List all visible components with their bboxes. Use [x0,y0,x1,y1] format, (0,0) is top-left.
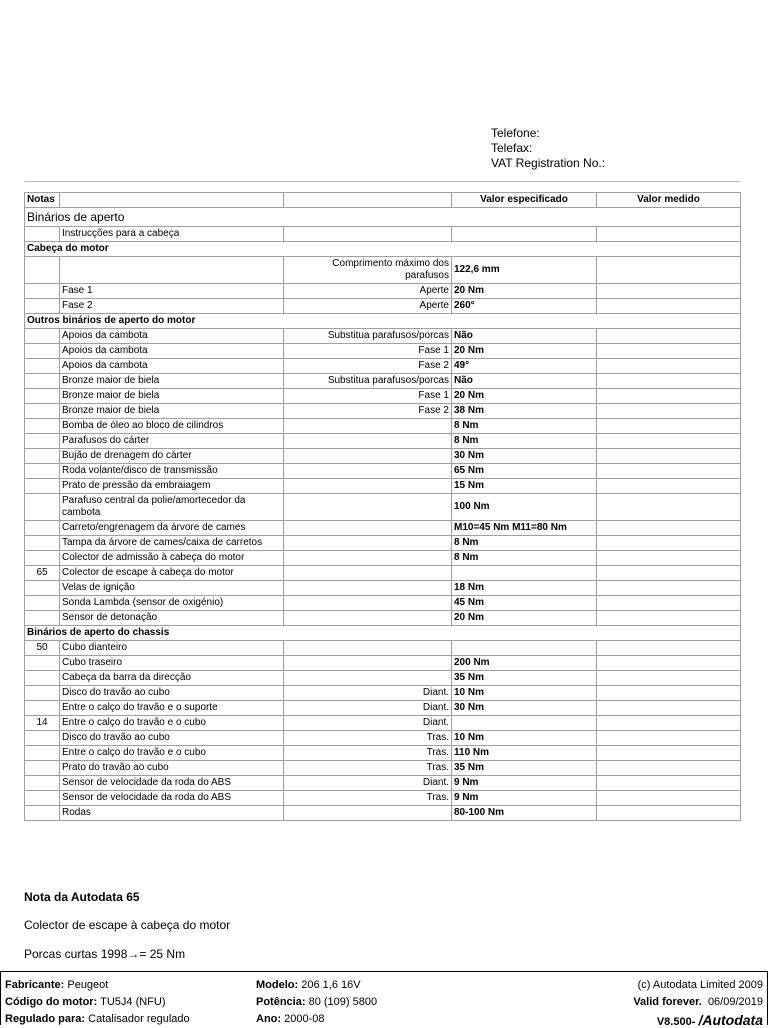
measured-cell [597,536,741,551]
condition-cell [284,536,452,551]
measured-cell [597,596,741,611]
table-row [25,449,741,464]
measured-cell [597,257,741,284]
note-cell: 14 [25,716,60,731]
condition-cell: Diant. [284,701,452,716]
value-cell: 38 Nm [452,404,597,419]
footer-version: V8.500- /Autodata [656,1012,763,1028]
condition-cell [284,419,452,434]
table-row [25,611,741,626]
item-cell: Parafusos do cárter [60,434,284,449]
table-row [25,701,741,716]
note-cell: 50 [25,641,60,656]
measured-cell [597,284,741,299]
table-row [25,464,741,479]
value-cell [452,566,597,581]
condition-cell [284,671,452,686]
note-cell [25,494,60,521]
section-row [25,314,741,329]
footer-manufacturer: Fabricante: Peugeot [5,979,109,991]
specified-header: Valor especificado [452,193,597,208]
section-label: Outros binários de aperto do motor [25,314,741,329]
condition-cell: Diant. [284,686,452,701]
table-row [25,731,741,746]
note-cell [25,671,60,686]
note-cell [25,299,60,314]
item-cell: Roda volante/disco de transmissão [60,464,284,479]
condition-cell [284,479,452,494]
note-cell [25,359,60,374]
footer [0,971,768,1028]
table-row [25,494,741,521]
table-row [25,359,741,374]
note-cell [25,731,60,746]
value-cell [452,716,597,731]
table-row [25,671,741,686]
measured-cell [597,494,741,521]
condition-cell: Tras. [284,746,452,761]
condition-cell: Diant. [284,716,452,731]
item-cell: Tampa da árvore de cames/caixa de carretos [60,536,284,551]
value-cell: 9 Nm [452,791,597,806]
note-cell [25,536,60,551]
note-cell [25,434,60,449]
item-cell: Fase 2 [60,299,284,314]
item-cell: Bujão de drenagem do cárter [60,449,284,464]
footer-power: Potência: 80 (109) 5800 [256,996,378,1008]
value-cell: 122,6 mm [452,257,597,284]
condition-cell: Tras. [284,791,452,806]
note-cell [25,449,60,464]
condition-cell [284,434,452,449]
value-cell: 8 Nm [452,536,597,551]
table-row [25,374,741,389]
table-row [25,434,741,449]
nota-subject: Colector de escape à cabeça do motor [24,918,231,932]
table-row [25,329,741,344]
measured-cell [597,344,741,359]
condition-cell [284,581,452,596]
condition-cell: Fase 1 [284,389,452,404]
table-row [25,806,741,821]
value-cell: 18 Nm [452,581,597,596]
value-cell: 8 Nm [452,551,597,566]
measured-cell [597,776,741,791]
note-cell [25,419,60,434]
note-cell [25,656,60,671]
measured-cell [597,686,741,701]
measured-cell [597,389,741,404]
table-row [25,746,741,761]
note-cell [25,701,60,716]
value-cell: 45 Nm [452,596,597,611]
note-cell: 65 [25,566,60,581]
value-cell: 49° [452,359,597,374]
item-cell: Bronze maior de biela [60,374,284,389]
measured-cell [597,746,741,761]
value-cell: 110 Nm [452,746,597,761]
item-cell: Sensor de velocidade da roda do ABS [60,791,284,806]
measured-cell [597,299,741,314]
measured-cell [597,479,741,494]
measured-cell [597,731,741,746]
value-cell: 30 Nm [452,449,597,464]
condition-cell: Fase 2 [284,404,452,419]
measured-cell [597,521,741,536]
condition-cell: Diant. [284,776,452,791]
measured-cell [597,611,741,626]
item-cell: Disco do travão ao cubo [60,686,284,701]
condition-cell: Aperte [284,299,452,314]
item-cell: Disco do travão ao cubo [60,731,284,746]
condition-cell [284,656,452,671]
item-cell: Sonda Lambda (sensor de oxigénio) [60,596,284,611]
table-row [25,344,741,359]
measured-cell [597,374,741,389]
item-cell: Cubo traseiro [60,656,284,671]
measured-cell [597,566,741,581]
item-cell: Sensor de velocidade da roda do ABS [60,776,284,791]
note-cell [25,344,60,359]
phone-label: Telefone: [491,126,540,140]
value-cell: 10 Nm [452,686,597,701]
item-cell: Prato de pressão da embraiagem [60,479,284,494]
notes-header: Notas [25,193,60,208]
table-row [25,596,741,611]
footer-valid: Valid forever. 06/09/2019 [633,996,763,1008]
torque-table [24,192,741,821]
note-cell [25,806,60,821]
measured-cell [597,464,741,479]
condition-cell [284,521,452,536]
table-row [25,551,741,566]
value-cell: 80-100 Nm [452,806,597,821]
item-cell: Apoios da cambota [60,359,284,374]
condition-cell: Fase 2 [284,359,452,374]
condition-cell: Aperte [284,284,452,299]
note-cell [25,374,60,389]
measured-cell [597,761,741,776]
table-row [25,419,741,434]
condition-cell [284,806,452,821]
note-cell [25,389,60,404]
table-row [25,479,741,494]
measured-cell [597,641,741,656]
table-row [25,686,741,701]
condition-cell [284,551,452,566]
condition-cell: Substitua parafusos/porcas [284,329,452,344]
value-cell: M10=45 Nm M11=80 Nm [452,521,597,536]
item-cell: Prato do travão ao cubo [60,761,284,776]
item-cell: Fase 1 [60,284,284,299]
note-cell [25,329,60,344]
note-cell [25,761,60,776]
measured-cell [597,551,741,566]
note-cell [25,791,60,806]
item-cell: Apoios da cambota [60,329,284,344]
table-row [25,656,741,671]
value-cell: 20 Nm [452,344,597,359]
measured-cell [597,671,741,686]
table-row [25,761,741,776]
item-cell: Rodas [60,806,284,821]
measured-cell [597,701,741,716]
note-cell [25,479,60,494]
note-cell [25,404,60,419]
note-cell [25,611,60,626]
section-row [25,242,741,257]
item-cell: Bronze maior de biela [60,404,284,419]
measured-cell [597,806,741,821]
table-row [25,776,741,791]
contact-block [491,126,605,171]
footer-year: Ano: 2000-08 [256,1013,325,1025]
value-cell: 100 Nm [452,494,597,521]
note-cell [25,581,60,596]
value-cell: 20 Nm [452,284,597,299]
table-row [25,257,741,284]
item-cell: Colector de escape à cabeça do motor [60,566,284,581]
value-cell: 35 Nm [452,671,597,686]
condition-cell [284,494,452,521]
measured-header: Valor medido [597,193,741,208]
note-cell [25,521,60,536]
measured-cell [597,791,741,806]
condition-cell [284,227,452,242]
divider [25,181,740,182]
nota-title: Nota da Autodata 65 [24,890,140,904]
table-row [25,581,741,596]
condition-cell [284,566,452,581]
value-cell: Não [452,374,597,389]
table-row [25,536,741,551]
note-cell [25,551,60,566]
measured-cell [597,359,741,374]
item-cell: Entre o calço do travão e o cubo [60,746,284,761]
value-cell: 35 Nm [452,761,597,776]
condition-cell [284,449,452,464]
value-cell: 30 Nm [452,701,597,716]
measured-cell [597,434,741,449]
measured-cell [597,449,741,464]
value-cell: 200 Nm [452,656,597,671]
value-cell: 10 Nm [452,731,597,746]
value-cell: 20 Nm [452,611,597,626]
measured-cell [597,716,741,731]
condition-cell [284,596,452,611]
footer-copyright: (c) Autodata Limited 2009 [637,979,763,991]
footer-regulated: Regulado para: Catalisador regulado [5,1013,190,1025]
value-cell: 9 Nm [452,776,597,791]
table-row [25,404,741,419]
table-title: Binários de aperto [25,208,741,227]
item-cell: Apoios da cambota [60,344,284,359]
condition-cell: Fase 1 [284,344,452,359]
value-cell: 260° [452,299,597,314]
item-cell: Bronze maior de biela [60,389,284,404]
item-cell: Cabeça da barra da direcção [60,671,284,686]
item-cell [60,257,284,284]
condition-cell: Tras. [284,731,452,746]
measured-cell [597,581,741,596]
value-cell: 8 Nm [452,434,597,449]
table-row [25,641,741,656]
table-row [25,299,741,314]
condition-cell: Substitua parafusos/porcas [284,374,452,389]
item-cell: Entre o calço do travão e o cubo [60,716,284,731]
table-row [25,521,741,536]
value-cell [452,641,597,656]
item-cell: Sensor de detonação [60,611,284,626]
table-row [25,284,741,299]
item-cell: Parafuso central da polie/amortecedor da cambota [60,494,284,521]
item-cell: Velas de ignição [60,581,284,596]
measured-cell [597,419,741,434]
section-label: Binários de aperto do chassis [25,626,741,641]
note-cell [25,284,60,299]
note-cell [25,686,60,701]
condition-cell [284,641,452,656]
item-cell: Carreto/engrenagem da árvore de cames [60,521,284,536]
value-cell: 15 Nm [452,479,597,494]
item-cell: Entre o calço do travão e o suporte [60,701,284,716]
note-cell [25,464,60,479]
item-cell: Colector de admissão à cabeça do motor [60,551,284,566]
item-cell: Cubo dianteiro [60,641,284,656]
measured-cell [597,329,741,344]
fax-label: Telefax: [491,141,533,155]
table-row [25,389,741,404]
condition-cell [284,464,452,479]
nota-text: Porcas curtas 1998→= 25 Nm [24,947,186,961]
table-row [25,716,741,731]
condition-cell: Comprimento máximo dos parafusos [284,257,452,284]
section-label: Cabeça do motor [25,242,741,257]
value-cell: 8 Nm [452,419,597,434]
footer-engine: Código do motor: TU5J4 (NFU) [5,996,166,1008]
note-cell [25,227,60,242]
value-cell: Não [452,329,597,344]
measured-cell [597,656,741,671]
note-cell [25,596,60,611]
measured-cell [597,404,741,419]
table-row [25,791,741,806]
table-row [25,227,741,242]
value-cell: 65 Nm [452,464,597,479]
section-row [25,626,741,641]
measured-cell [597,227,741,242]
value-cell: 20 Nm [452,389,597,404]
item-cell: Bomba de óleo ao bloco de cilindros [60,419,284,434]
note-cell [25,776,60,791]
item-cell: Instrucções para a cabeça [60,227,284,242]
condition-cell: Tras. [284,761,452,776]
value-cell [452,227,597,242]
vat-label: VAT Registration No.: [491,156,606,170]
table-header [25,193,741,208]
table-title-row [25,208,741,227]
table-row [25,566,741,581]
note-cell [25,746,60,761]
note-cell [25,257,60,284]
footer-model: Modelo: 206 1,6 16V [256,979,361,991]
autodata-logo: /Autodata [698,1012,763,1028]
condition-cell [284,611,452,626]
